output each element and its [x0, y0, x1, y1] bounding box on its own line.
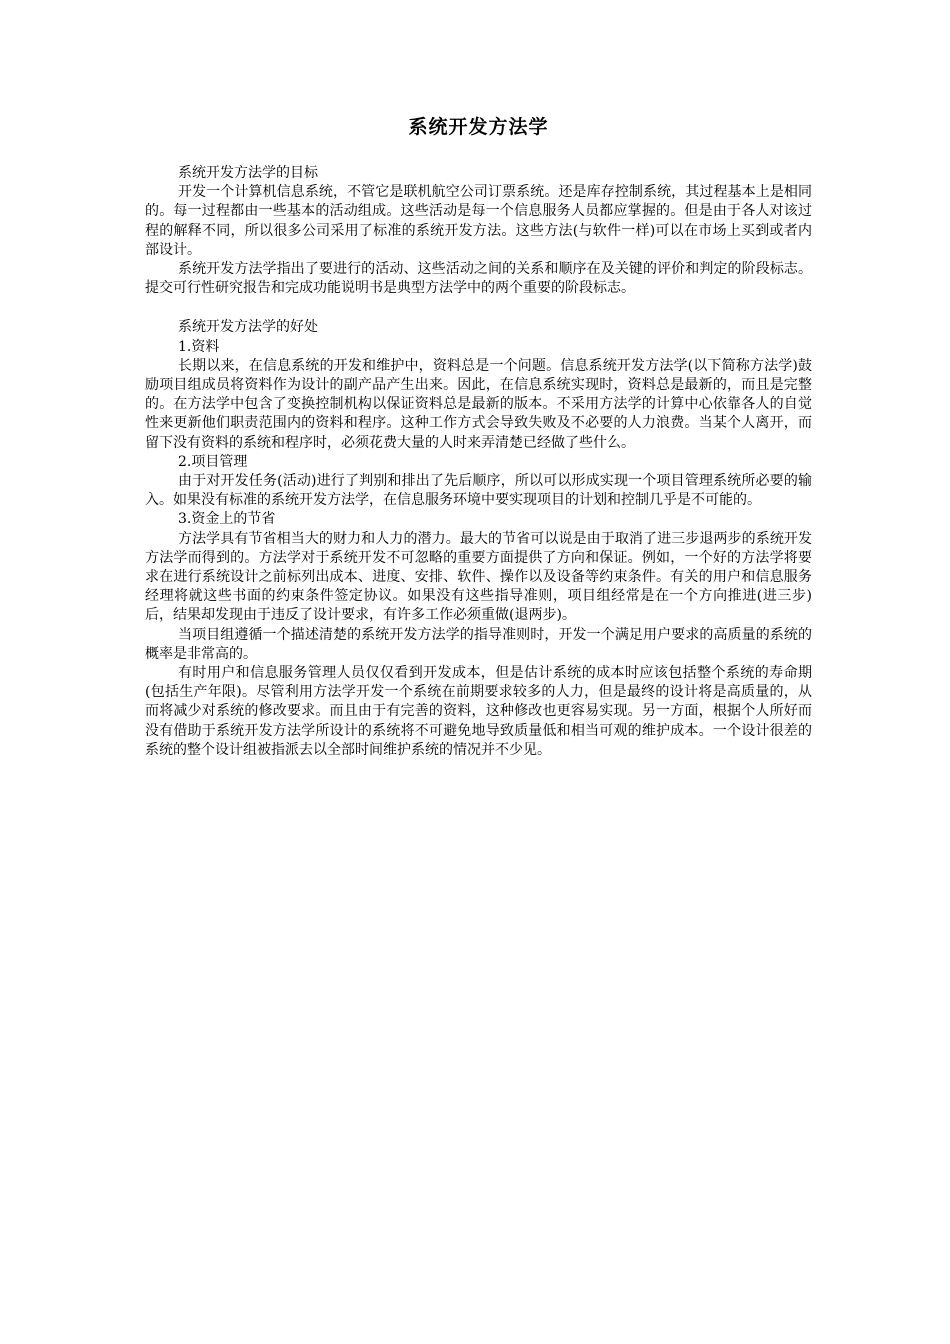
section2-heading: 系统开发方法学的好处 [178, 319, 318, 336]
item1-title: 1.资料 [178, 338, 220, 355]
section1-paragraph-1: 开发一个计算机信息系统，不管它是联机航空公司订票系统。还是库存控制系统，其过程基本上是相同的。每一过程都由一些基本的活动组成。这些活动是每一个信息服务人员都应掌握的。但是由于各人对该过程的解释不同，所以很多公司采用了标准的系统开发方法。这些方法(与软件一样)可以在市场上买到或者内部设计。 [145, 184, 812, 258]
item3-paragraph-1: 方法学具有节省相当大的财力和人力的潜力。最大的节省可以说是由于取消了进三步退两步的系统开发方法学而得到的。方法学对于系统开发不可忽略的重要方面提供了方向和保证。例如，一个好的方法学将要求在进行系统设计之前标列出成本、进度、安排、软件、操作以及设备等约束条件。有关的用户和信息服务经理将就这些书面的约束条件签定协议。如果没有这些指导准则，项目组经常是在一个方向推进(进三步)后，结果却发现由于违反了设计要求，有许多工作必须重做(退两步)。 [145, 530, 812, 624]
item2-paragraph: 由于对开发任务(活动)进行了判别和排出了先后顺序，所以可以形成实现一个项目管理系统所必要的输入。如果没有标准的系统开发方法学，在信息服务环境中要实现项目的计划和控制几乎是不可能的。 [145, 473, 812, 509]
section1-heading: 系统开发方法学的目标 [178, 165, 318, 181]
document-page [145, 114, 812, 760]
section-spacer [145, 298, 812, 318]
section1-paragraph-2: 系统开发方法学指出了要进行的活动、这些活动之间的关系和顺序在及关键的评价和判定的阶段标志。提交可行性研究报告和完成功能说明书是典型方法学中的两个重要的阶段标志。 [145, 261, 812, 297]
item2-title: 2.项目管理 [178, 453, 248, 470]
item3-paragraph-3: 有时用户和信息服务管理人员仅仅看到开发成本，但是估计系统的成本时应该包括整个系统的寿命期(包括生产年限)。尽管利用方法学开发一个系统在前期要求较多的人力，但是最终的设计将是高质量的，从而将减少对系统的修改要求。而且由于有完善的资料，这种修改也更容易实现。另一方面，根据个人所好而没有借助于系统开发方法学所设计的系统将不可避免地导致质量低和相当可观的维护成本。一个设计很差的系统的整个设计组被指派去以全部时间维护系统的情况并不少见。 [145, 665, 812, 758]
document-title: 系统开发方法学 [408, 116, 549, 138]
item3-title: 3.资金上的节省 [178, 511, 276, 528]
item1-paragraph: 长期以来，在信息系统的开发和维护中，资料总是一个问题。信息系统开发方法学(以下简称方法学)鼓励项目组成员将资料作为设计的副产品产生出来。因此，在信息系统实现时，资料总是最新的，而且是完整的。在方法学中包含了变换控制机构以保证资料总是最新的版本。不采用方法学的计算中心依靠各人的自觉性来更新他们职责范围内的资料和程序。这种工作方式会导致失败及不必要的人力浪费。当某个人离开，而留下没有资料的系统和程序时，必须花费大量的人时来弄清楚已经做了些什么。 [145, 357, 812, 451]
item3-paragraph-2: 当项目组遵循一个描述清楚的系统开发方法学的指导准则时，开发一个满足用户要求的高质量的系统的概率是非常高的。 [145, 626, 812, 662]
